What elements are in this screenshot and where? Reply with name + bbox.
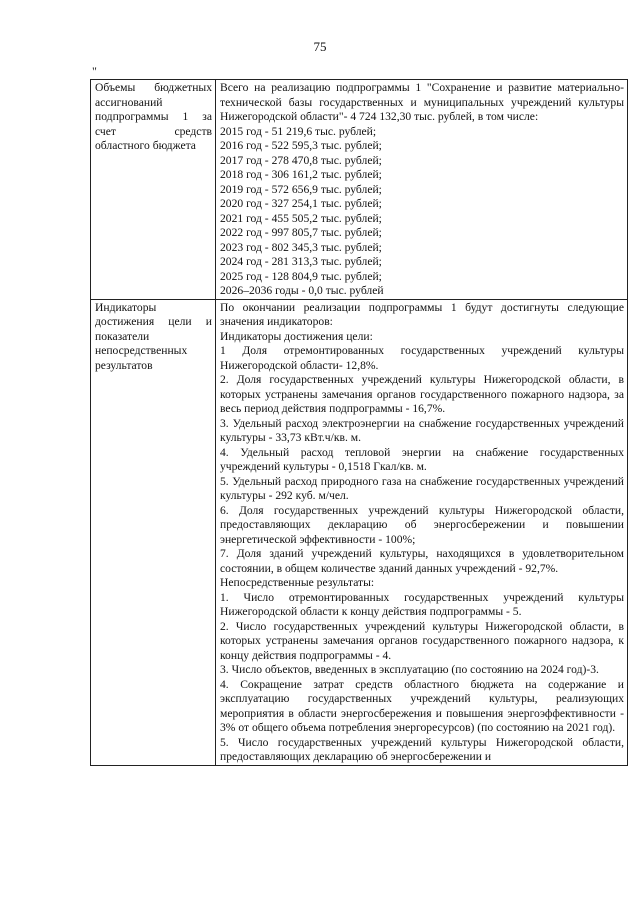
indicator-item: 7. Доля зданий учреждений культуры, находящихся в удовлетворительном состоянии, в общем количестве зданий данных учреждений - 92,7%. (220, 547, 624, 575)
subprogram-passport-table (90, 79, 628, 766)
budget-intro: Всего на реализацию подпрограммы 1 "Сохранение и развитие материально-технической базы государственных и муниципальных учреждений культуры Нижегородской области"- 4 724 132,30 тыс. рублей, в том числе: (220, 81, 624, 123)
page-number: 75 (313, 39, 327, 54)
row-content-budget (216, 80, 628, 300)
row-label-budget: Объемы бюджетных ассигнований подпрограммы 1 за счет средств областного бюджета (91, 80, 216, 300)
budget-year-line: 2020 год - 327 254,1 тыс. рублей; (220, 197, 382, 210)
row-content-indicators (216, 299, 628, 765)
indicators-subheading: Индикаторы достижения цели: (220, 329, 373, 343)
budget-year-line: 2024 год - 281 313,3 тыс. рублей; (220, 255, 382, 268)
budget-year-line: 2025 год - 128 804,9 тыс. рублей; (220, 269, 382, 283)
table-row (91, 299, 628, 765)
result-item: 2. Число государственных учреждений культуры Нижегородской области, в которых устранены замечания органов государственного пожарного надзора, к концу действия подпрограммы - 4. (220, 619, 624, 662)
opening-quote-mark: " (92, 64, 97, 78)
result-item: 3. Число объектов, введенных в эксплуатацию (по состоянию на 2024 год)-3. (220, 663, 599, 676)
budget-year-line: 2017 год - 278 470,8 тыс. рублей; (220, 153, 382, 167)
budget-year-line: 2023 год - 802 345,3 тыс. рублей; (220, 240, 382, 254)
result-item: 4. Сокращение затрат средств областного бюджета на содержание и эксплуатацию государственных учреждений культуры, реализующих мероприятия в области энергосбережения и повышения энергоэффективности - 3% от общего объема потребления энергоресурсов) (по состоянию на 2021 год). (220, 677, 624, 734)
row-label-indicators: Индикаторы достижения цели и показатели непосредственных результатов (91, 299, 216, 765)
table-row (91, 80, 628, 300)
indicator-item: 3. Удельный расход электроэнергии на снабжение государственных учреждений культуры - 33,73 кВт.ч/кв. м. (220, 416, 624, 444)
budget-year-line: 2026–2036 годы - 0,0 тыс. рублей (220, 284, 384, 297)
budget-year-line: 2021 год - 455 505,2 тыс. рублей; (220, 211, 382, 225)
budget-year-line: 2016 год - 522 595,3 тыс. рублей; (220, 139, 382, 152)
result-item: 5. Число государственных учреждений культуры Нижегородской области, предоставляющих декларацию об энергосбережении и (220, 735, 624, 763)
indicator-item: 5. Удельный расход природного газа на снабжение государственных учреждений культуры - 292 куб. м/чел. (220, 474, 624, 502)
budget-year-line: 2019 год - 572 656,9 тыс. рублей; (220, 182, 382, 196)
results-subheading: Непосредственные результаты: (220, 576, 375, 589)
indicator-item: 4. Удельный расход тепловой энергии на снабжение государственных учреждений культуры - 0,1518 Гкал/кв. м. (220, 445, 624, 473)
result-item: 1. Число отремонтированных государственных учреждений культуры Нижегородской области к концу действия подпрограммы - 5. (220, 590, 624, 618)
indicator-item: 6. Доля государственных учреждений культуры Нижегородской области, предоставляющих декларацию об энергосбережении и повышении энергетической эффективности - 100%; (220, 503, 624, 546)
indicator-item: 1 Доля отремонтированных государственных учреждений культуры Нижегородской области- 12,8%. (220, 344, 624, 372)
budget-year-line: 2022 год - 997 805,7 тыс. рублей; (220, 226, 382, 239)
indicators-paragraph: По окончании реализации подпрограммы 1 будут достигнуты следующие значения индикаторов: (220, 300, 624, 328)
budget-year-line: 2018 год - 306 161,2 тыс. рублей; (220, 168, 382, 181)
budget-year-line: 2015 год - 51 219,6 тыс. рублей; (220, 124, 377, 138)
indicator-item: 2. Доля государственных учреждений культуры Нижегородской области, в которых устранены замечания органов государственного пожарного надзора, за весь период действия подпрограммы - 16,7%. (220, 373, 624, 415)
